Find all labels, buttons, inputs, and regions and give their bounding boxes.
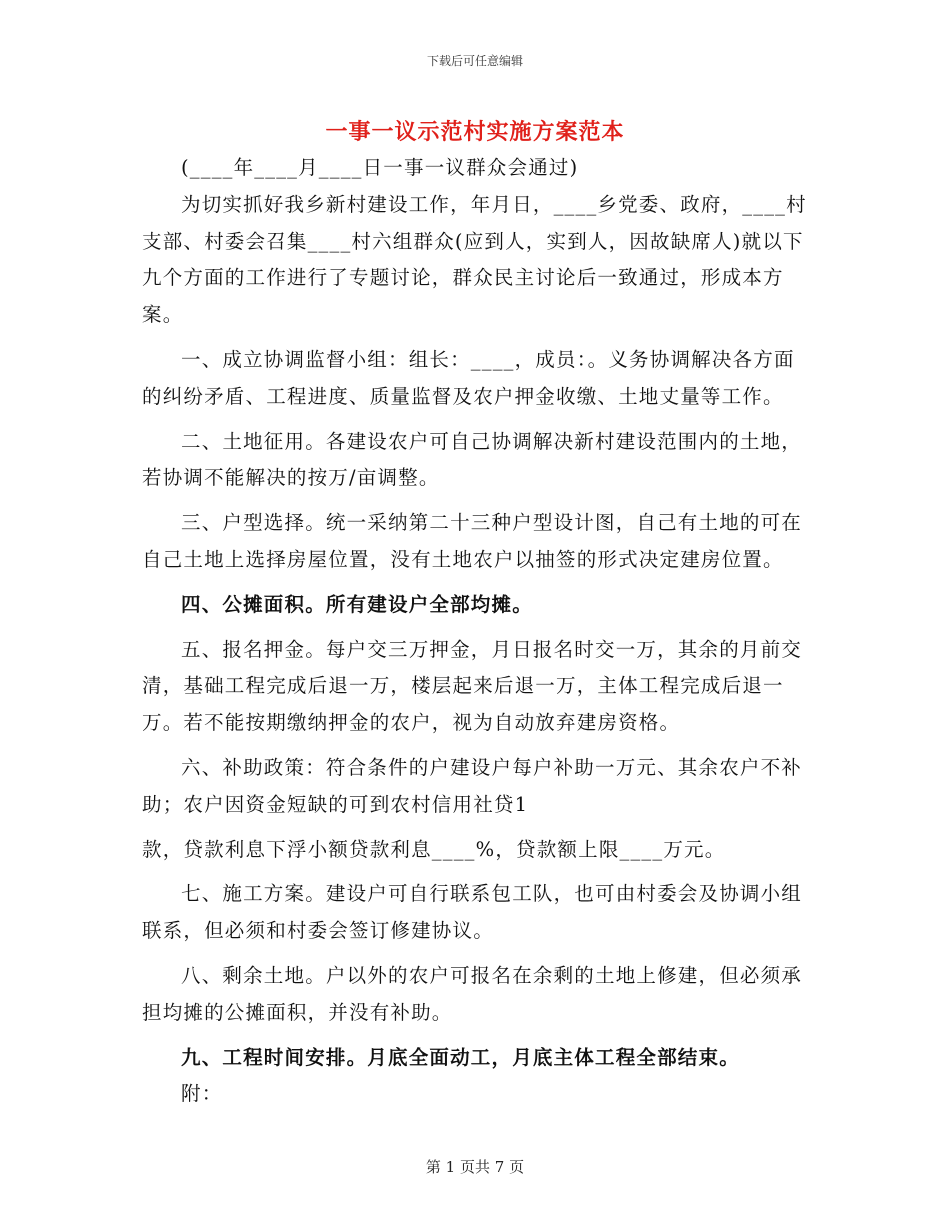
paragraph-appendix: 附： [181,1082,223,1106]
page-header: 下载后可任意编辑 [426,54,523,68]
paragraph-intro: 为切实抓好我乡新村建设工作，年月日，____乡党委、政府，____村支部、村委会召集____村六组群众(应到人，实到人，因故缺席人)就以下九个方面的工作进行了专题讨论，群众民主讨论后一致通过，形成本方案。 [142,192,807,327]
paragraph-item-1: 一、成立协调监督小组：组长：____，成员：。义务协调解决各方面的纠纷矛盾、工程进度、质量监督及农户押金收缴、土地丈量等工作。 [142,347,795,408]
paragraph-item-5: 五、报名押金。每户交三万押金，月日报名时交一万，其余的月前交清，基础工程完成后退一万，楼层起来后退一万，主体工程完成后退一万。若不能按期缴纳押金的农户，视为自动放弃建房资格。 [142,637,803,735]
paragraph-item-9: 九、工程时间安排。月底全面动工，月底主体工程全部结束。 [181,1045,740,1069]
paragraph-item-6-cont: 款，贷款利息下浮小额贷款利息____%，贷款额上限____万元。 [142,837,726,861]
paragraph-item-4: 四、公摊面积。所有建设户全部均摊。 [181,592,533,616]
document-body [142,150,812,1113]
paragraph-item-6: 六、补助政策：符合条件的户建设户每户补助一万元、其余农户不补助；农户因资金短缺的可到农村信用社贷1 [142,755,803,816]
paragraph-item-3: 三、户型选择。统一采纳第二十三种户型设计图，自己有土地的可在自己土地上选择房屋位置，没有土地农户以抽签的形式决定建房位置。 [142,511,803,571]
document-title: 一事一议示范村实施方案范本 [325,119,625,145]
paragraph-date: (____年____月____日一事一议群众会通过) [181,156,579,179]
paragraph-item-7: 七、施工方案。建设户可自行联系包工队，也可由村委会及协调小组联系，但必须和村委会签订修建协议。 [142,882,803,943]
page-footer: 第 1 页共 7 页 [425,1158,525,1176]
paragraph-item-2: 二、土地征用。各建设农户可自己协调解决新村建设范围内的土地，若协调不能解决的按万/亩调整。 [142,429,803,490]
paragraph-item-8: 八、剩余土地。户以外的农户可报名在余剩的土地上修建，但必须承担均摊的公摊面积，并没有补助。 [142,963,803,1024]
